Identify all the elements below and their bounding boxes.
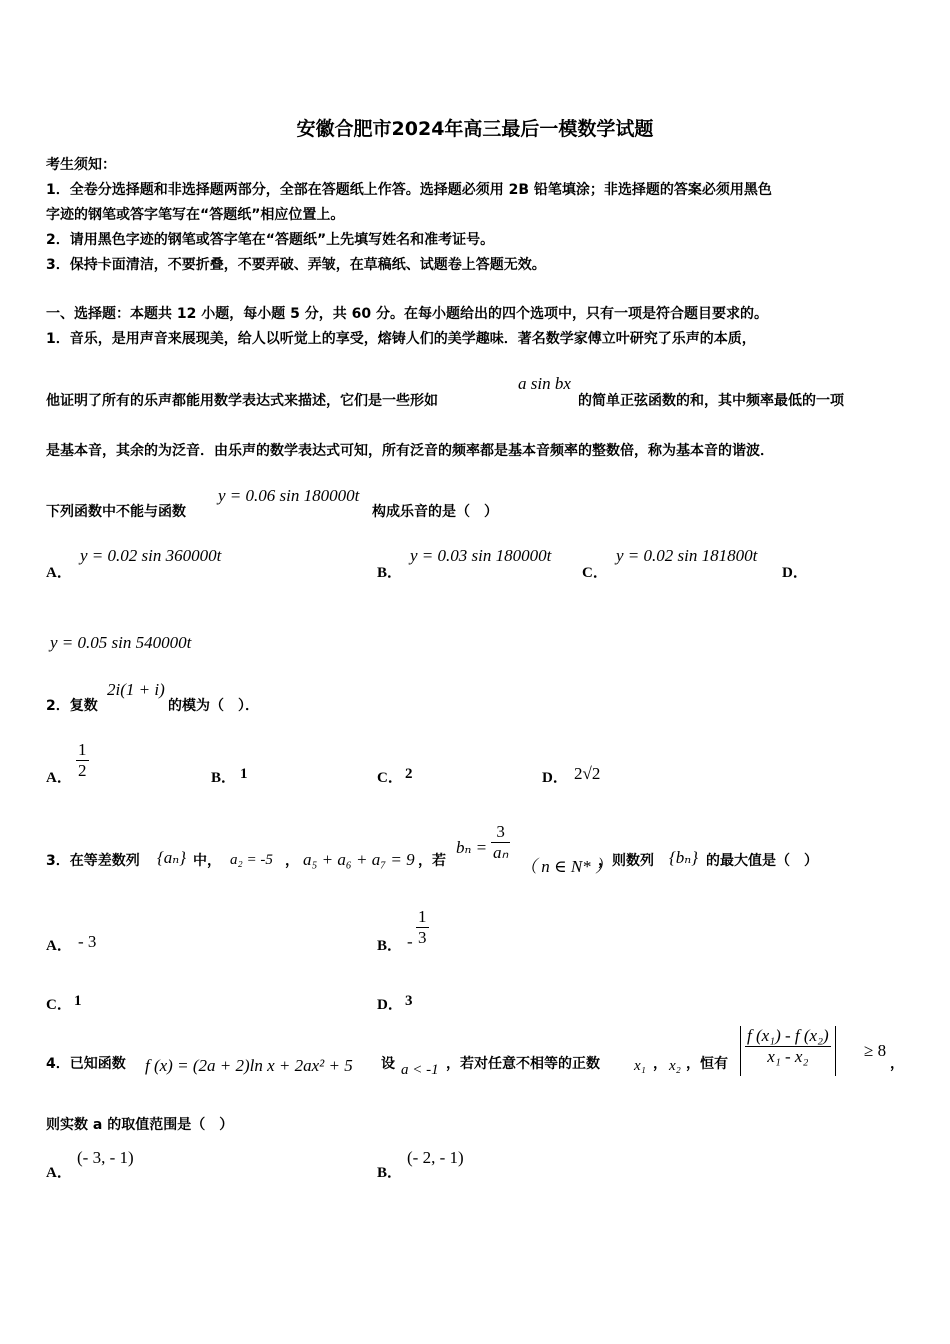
q4-condition: a < -1 <box>401 1062 439 1078</box>
q3-option-b-sign: - <box>407 932 413 951</box>
q3-seq-b: {bₙ} <box>669 848 698 867</box>
q2-option-d: 2√2 <box>574 764 601 783</box>
q2-option-c-label: C． <box>377 770 403 786</box>
q3-cond3: （ n ∈ N* ） <box>520 857 612 876</box>
q3-cond2: a₅ + a₆ + a₇ = 9 <box>303 850 415 869</box>
q4-stem-d: ，恒有 <box>686 1056 728 1072</box>
q3-option-a: - 3 <box>78 932 97 951</box>
q4-ineq-den: x₁ - x₂ <box>767 1047 809 1066</box>
q4-ineq-num: f (x₁) - f (x₂) <box>747 1026 829 1045</box>
q1-math-asinbx: a sin bx <box>518 374 571 393</box>
q1-option-c: y = 0.02 sin 181800t <box>616 546 758 565</box>
q1-line2b: 的简单正弦函数的和，其中频率最低的一项 <box>578 393 844 409</box>
q2-option-b: 1 <box>240 766 248 782</box>
q2-option-a-label: A． <box>46 770 72 786</box>
q2-stem-b: 的模为（ ）． <box>168 698 259 714</box>
q4-option-a-label: A． <box>46 1165 72 1181</box>
q4-option-b: (- 2, - 1) <box>407 1148 464 1167</box>
section-heading: 一、选择题：本题共 12 小题，每小题 5 分，共 60 分。在每小题给出的四个选项中，只有一项是符合题目要求的。 <box>46 306 768 322</box>
q3-seq-a: {aₙ} <box>157 848 186 867</box>
q1-line2a: 他证明了所有的乐声都能用数学表达式来描述，它们是一些形如 <box>46 393 438 409</box>
q3-frac-num: 3 <box>496 822 505 841</box>
q4-stem-c: ，若对任意不相等的正数 <box>446 1056 600 1072</box>
q1-option-d-label: D． <box>782 565 808 581</box>
q1-option-b: y = 0.03 sin 180000t <box>410 546 552 565</box>
q2-option-d-label: D． <box>542 770 568 786</box>
q3-option-c-label: C． <box>46 997 72 1013</box>
q4-option-a: (- 3, - 1) <box>77 1148 134 1167</box>
q3-option-b-num: 1 <box>418 907 427 926</box>
q3-bn-fraction <box>491 822 510 863</box>
q4-abs-value <box>740 1026 836 1076</box>
notice-item-1: 1．全卷分选择题和非选择题两部分，全部在答题纸上作答。选择题必须用 2B 铅笔填涂；非选择题的答案必须用黑色 <box>46 182 772 198</box>
notice-item-1-cont: 字迹的钢笔或答字笔写在“答题纸”相应位置上。 <box>46 207 345 223</box>
notice-item-2: 2．请用黑色字迹的钢笔或答字笔在“答题纸”上先填写姓名和准考证号。 <box>46 232 495 248</box>
q3-frac-den: aₙ <box>493 843 509 862</box>
q3-stem-c: ，若 <box>418 853 446 869</box>
q3-comma1: ， <box>285 853 299 869</box>
q3-cond1: a₂ = -5 <box>230 852 273 868</box>
q1-line1: 1．音乐，是用声音来展现美，给人以听觉上的享受，熔铸人们的美学趣味．著名数学家傅立叶研究了乐声的本质， <box>46 331 756 347</box>
q1-line3: 是基本音，其余的为泛音．由乐声的数学表达式可知，所有泛音的频率都是基本音频率的整数倍，称为基本音的谐波． <box>46 443 774 459</box>
q3-option-b-label: B． <box>377 938 403 954</box>
q3-bn: bₙ = <box>456 838 488 857</box>
q4-stem-a: 4．已知函数 <box>46 1056 126 1072</box>
q4-option-b-label: B． <box>377 1165 403 1181</box>
q2-math: 2i(1 + i) <box>107 680 165 699</box>
q4-ineq-rhs: ≥ 8 <box>864 1041 887 1060</box>
q4-sep: ， <box>653 1056 667 1072</box>
q3-option-b-den: 3 <box>418 928 427 947</box>
q1-option-a: y = 0.02 sin 360000t <box>80 546 222 565</box>
q2-option-a <box>76 740 89 781</box>
q2-option-a-den: 2 <box>78 761 87 780</box>
q1-math-base: y = 0.06 sin 180000t <box>218 486 360 505</box>
q3-option-d-label: D． <box>377 997 403 1013</box>
q3-stem-a: 3．在等差数列 <box>46 853 140 869</box>
q1-option-b-label: B． <box>377 565 403 581</box>
q3-option-a-label: A． <box>46 938 72 954</box>
q4-stem-e: ， <box>890 1056 904 1072</box>
q1-line4a: 下列函数中不能与函数 <box>46 504 186 520</box>
q3-option-c: 1 <box>74 993 82 1009</box>
q1-option-d: y = 0.05 sin 540000t <box>50 633 192 652</box>
page-title: 安徽合肥市2024年高三最后一模数学试题 <box>296 118 654 140</box>
q4-line2: 则实数 a 的取值范围是（ ） <box>46 1117 234 1133</box>
q4-x2: x₂ <box>669 1058 681 1074</box>
q2-stem-a: 2．复数 <box>46 698 98 714</box>
q1-option-c-label: C． <box>582 565 608 581</box>
q4-stem-b: 设 <box>381 1056 395 1072</box>
notice-item-3: 3．保持卡面清洁，不要折叠，不要弄破、弄皱，在草稿纸、试题卷上答题无效。 <box>46 257 546 273</box>
q3-option-d: 3 <box>405 993 413 1009</box>
q3-stem-d: ，则数列 <box>598 853 654 869</box>
q4-x1: x₁ <box>634 1058 646 1074</box>
q3-option-b <box>416 907 429 948</box>
q2-option-a-num: 1 <box>78 740 87 759</box>
notice-heading: 考生须知： <box>46 157 116 173</box>
q1-line4b: 构成乐音的是（ ） <box>372 504 498 520</box>
q2-option-b-label: B． <box>211 770 237 786</box>
q3-stem-b: 中， <box>193 853 221 869</box>
q1-option-a-label: A． <box>46 565 72 581</box>
q3-stem-e: 的最大值是（ ） <box>706 853 818 869</box>
q2-option-c: 2 <box>405 766 413 782</box>
q4-function: f (x) = (2a + 2)ln x + 2ax² + 5 <box>145 1056 353 1075</box>
